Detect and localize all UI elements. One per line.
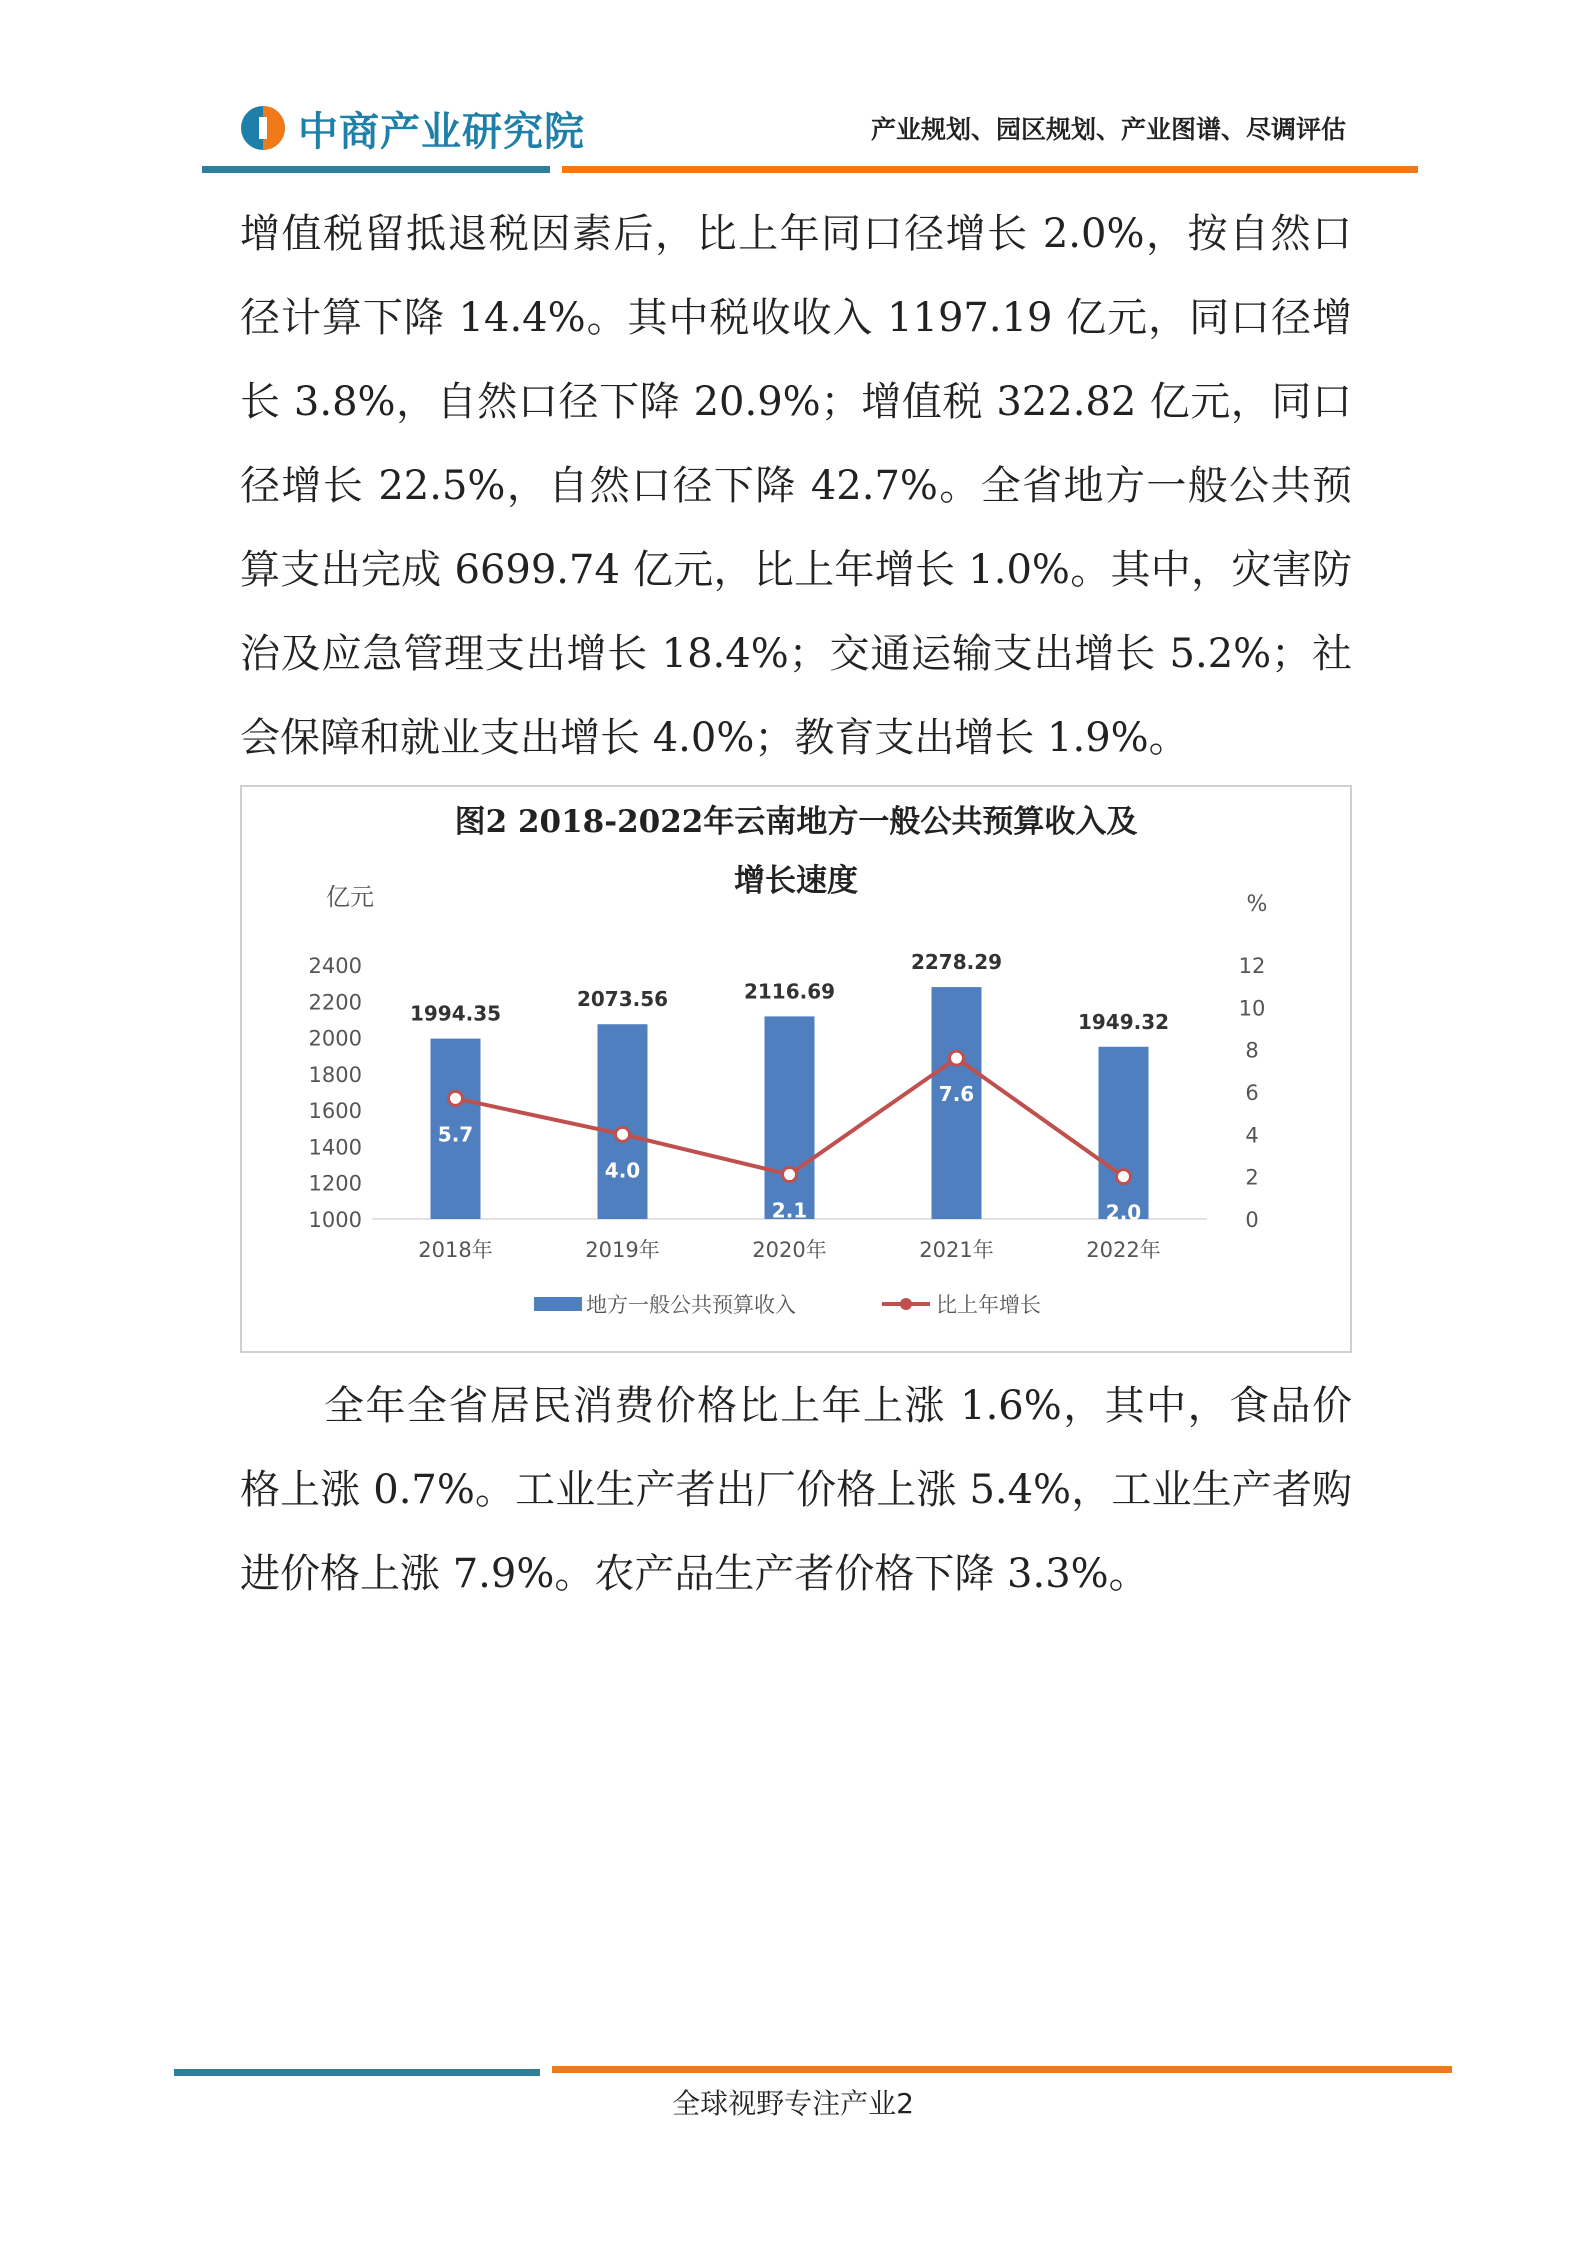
logo-text: 中商产业研究院 — [298, 108, 585, 155]
revenue-bar — [598, 1024, 648, 1219]
left-tick-label: 1400 — [308, 1135, 362, 1160]
right-tick-label: 12 — [1238, 954, 1266, 978]
header-rule-orange — [562, 166, 1418, 173]
left-tick-label: 1600 — [308, 1099, 362, 1124]
category-label: 2021年 — [919, 1238, 994, 1262]
body-paragraph-2: 全年全省居民消费价格比上年上涨 1.6%，其中，食品价格上涨 0.7%。工业生产者出厂价格上涨 5.4%，工业生产者购进价格上涨 7.9%。农产品生产者价格下降 3.3%。 — [240, 1383, 1352, 1597]
category-label: 2020年 — [752, 1238, 827, 1262]
revenue-bar-label: 2073.56 — [576, 987, 669, 1012]
right-axis-unit: % — [1246, 892, 1268, 917]
chart-title-line-1: 图2 2018-2022年云南地方一般公共预算收入及 — [454, 804, 1138, 840]
growth-point — [449, 1091, 463, 1105]
growth-label: 2.0 — [1105, 1200, 1142, 1225]
left-tick-label: 1800 — [308, 1062, 362, 1087]
logo — [238, 98, 585, 158]
left-axis-unit: 亿元 — [326, 883, 374, 911]
left-tick-label: 2000 — [308, 1026, 362, 1051]
revenue-bar — [765, 1016, 815, 1219]
growth-label: 2.1 — [771, 1198, 808, 1223]
right-tick-label: 4 — [1245, 1123, 1259, 1148]
growth-point — [616, 1127, 630, 1141]
header-rule-blue — [202, 166, 550, 173]
legend-bar-swatch — [534, 1297, 582, 1311]
revenue-bar-label: 2278.29 — [910, 950, 1003, 975]
legend-line-marker — [900, 1298, 912, 1310]
logo-icon — [238, 103, 288, 153]
growth-label: 5.7 — [437, 1122, 474, 1147]
right-tick-label: 8 — [1245, 1038, 1259, 1063]
budget-revenue-chart — [242, 787, 1350, 1351]
right-tick-label: 0 — [1245, 1208, 1259, 1232]
growth-point — [1117, 1170, 1131, 1184]
category-label: 2022年 — [1086, 1238, 1161, 1262]
chart-figure — [240, 785, 1352, 1353]
growth-label: 4.0 — [604, 1158, 641, 1183]
header-tagline: 产业规划、园区规划、产业图谱、尽调评估 — [870, 115, 1346, 144]
page-header — [0, 0, 1586, 190]
right-tick-label: 2 — [1245, 1165, 1259, 1190]
growth-label: 7.6 — [938, 1082, 975, 1107]
left-tick-label: 1000 — [308, 1208, 362, 1232]
revenue-bar-label: 1949.32 — [1077, 1009, 1170, 1034]
revenue-bar-label: 2116.69 — [743, 979, 836, 1004]
category-label: 2018年 — [418, 1238, 493, 1262]
footer-text: 全球视野专注产业2 — [672, 2087, 914, 2120]
right-tick-label: 10 — [1238, 996, 1266, 1021]
footer-rule-orange — [552, 2066, 1452, 2073]
right-tick-label: 6 — [1245, 1081, 1259, 1105]
revenue-bar-label: 1994.35 — [409, 1001, 502, 1026]
left-tick-label: 2400 — [308, 954, 362, 978]
growth-point — [783, 1168, 797, 1182]
body-paragraph-1: 增值税留抵退税因素后，比上年同口径增长 2.0%，按自然口径计算下降 14.4%。其中税收收入 1197.19 亿元，同口径增长 3.8%，自然口径下降 20.9%；增值税 322.82 亿元，同口径增长 22.5%，自然口径下降 42.7%。全省地方一般公共预算支出完成 6699.74 亿元，比上年增长 1.0%。其中，灾害防治及应急管理支出增长 18.4%；交通运输支出增长 5.2%；社会保障和就业支出增长 4.0%；教育支出增长 1.9%。 — [240, 211, 1352, 761]
footer-rule-blue — [174, 2069, 540, 2076]
left-tick-label: 2200 — [308, 990, 362, 1015]
chart-title-line-2: 增长速度 — [734, 863, 858, 899]
revenue-bar — [1099, 1047, 1149, 1219]
category-label: 2019年 — [585, 1238, 660, 1262]
left-tick-label: 1200 — [308, 1171, 362, 1196]
legend-bar-label: 地方一般公共预算收入 — [586, 1293, 796, 1317]
legend-line-label: 比上年增长 — [936, 1293, 1041, 1317]
growth-point — [950, 1051, 964, 1065]
